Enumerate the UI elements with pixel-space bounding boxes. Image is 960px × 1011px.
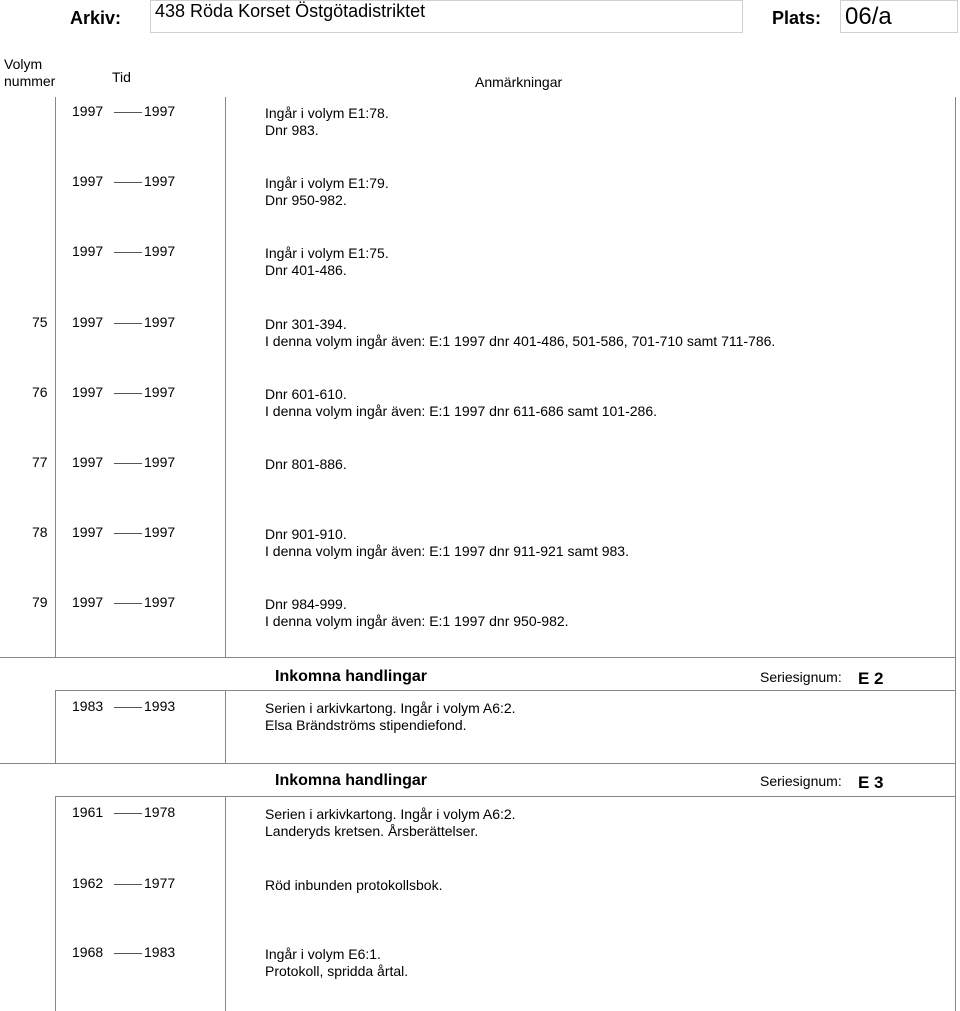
plats-field: [840, 0, 958, 33]
note-line: I denna volym ingår även: E:1 1997 dnr 611-686 samt 101-286.: [265, 403, 657, 419]
col-anmarkningar: Anmärkningar: [475, 74, 563, 90]
note-line: Serien i arkivkartong. Ingår i volym A6:2.: [265, 700, 516, 716]
date-range-dash: [114, 603, 142, 604]
note-line: Ingår i volym E1:75.: [265, 245, 389, 261]
note-line: Dnr 983.: [265, 122, 319, 138]
arkiv-label: Arkiv:: [70, 8, 122, 28]
date-range-dash: [114, 112, 142, 113]
note-line: Röd inbunden protokollsbok.: [265, 877, 443, 893]
note-line: Dnr 601-610.: [265, 386, 347, 402]
arkiv-field: [150, 0, 743, 33]
note-line: I denna volym ingår även: E:1 1997 dnr 401-486, 501-586, 701-710 samt 711-786.: [265, 333, 776, 349]
volume-number: 79: [32, 594, 48, 610]
date-range-dash: [114, 707, 142, 708]
note-line: Dnr 301-394.: [265, 316, 347, 332]
section-divider: [0, 763, 955, 764]
table-right-edge: [955, 97, 956, 657]
col-nummer-label: nummer: [4, 73, 56, 89]
date-range-dash: [114, 393, 142, 394]
date-range-dash: [114, 463, 142, 464]
year-to: 1997: [144, 243, 176, 259]
volume-number: 76: [32, 384, 48, 400]
note-line: Serien i arkivkartong. Ingår i volym A6:2.: [265, 806, 516, 822]
note-line: Protokoll, spridda årtal.: [265, 963, 409, 979]
year-from: 1997: [72, 243, 104, 259]
seriesignum-code: E 3: [858, 773, 884, 792]
section-header-divider: [55, 690, 955, 691]
date-range-dash: [114, 953, 142, 954]
column-divider: [55, 690, 56, 763]
date-range-dash: [114, 252, 142, 253]
year-from: 1961: [72, 804, 104, 820]
year-to: 1977: [144, 875, 176, 891]
year-from: 1997: [72, 384, 104, 400]
section-title: Inkomna handlingar: [275, 772, 428, 789]
note-line: Dnr 901-910.: [265, 526, 347, 542]
column-divider: [225, 690, 226, 763]
note-line: Ingår i volym E1:79.: [265, 175, 389, 191]
plats-value: 06/a: [845, 3, 892, 30]
note-line: I denna volym ingår även: E:1 1997 dnr 911-921 samt 983.: [265, 543, 629, 559]
year-to: 1983: [144, 944, 176, 960]
note-line: Elsa Brändströms stipendiefond.: [265, 717, 467, 733]
col-volym-nummer: [4, 56, 55, 90]
year-from: 1962: [72, 875, 104, 891]
note-line: Dnr 801-886.: [265, 456, 347, 472]
seriesignum-label: Seriesignum:: [760, 669, 842, 685]
year-from: 1997: [72, 314, 104, 330]
column-divider: [225, 796, 226, 1011]
seriesignum-code: E 2: [858, 669, 884, 688]
year-from: 1997: [72, 103, 104, 119]
date-range-dash: [114, 182, 142, 183]
volume-number: 77: [32, 454, 48, 470]
volume-number: 78: [32, 524, 48, 540]
note-line: I denna volym ingår även: E:1 1997 dnr 950-982.: [265, 613, 569, 629]
year-to: 1997: [144, 384, 176, 400]
volume-number: 75: [32, 314, 48, 330]
note-line: Dnr 984-999.: [265, 596, 347, 612]
col-volym-label: Volym: [4, 56, 43, 72]
year-from: 1997: [72, 454, 104, 470]
year-to: 1997: [144, 103, 176, 119]
year-from: 1997: [72, 594, 104, 610]
note-line: Landeryds kretsen. Årsberättelser.: [265, 823, 479, 839]
plats-label: Plats:: [772, 8, 822, 28]
year-to: 1997: [144, 524, 176, 540]
year-from: 1968: [72, 944, 104, 960]
note-line: Dnr 950-982.: [265, 192, 347, 208]
year-to: 1993: [144, 698, 176, 714]
section-title: Inkomna handlingar: [275, 668, 428, 685]
section-header-divider: [55, 796, 955, 797]
note-line: Ingår i volym E6:1.: [265, 946, 381, 962]
year-from: 1997: [72, 173, 104, 189]
column-divider: [55, 796, 56, 1011]
table-right-edge: [955, 657, 956, 763]
date-range-dash: [114, 323, 142, 324]
year-from: 1997: [72, 524, 104, 540]
column-divider: [225, 97, 226, 657]
year-to: 1997: [144, 594, 176, 610]
date-range-dash: [114, 884, 142, 885]
note-line: Ingår i volym E1:78.: [265, 105, 389, 121]
year-from: 1983: [72, 698, 104, 714]
date-range-dash: [114, 533, 142, 534]
date-range-dash: [114, 813, 142, 814]
note-line: Dnr 401-486.: [265, 262, 347, 278]
year-to: 1997: [144, 173, 176, 189]
col-tid: Tid: [112, 69, 131, 85]
year-to: 1997: [144, 454, 176, 470]
column-divider: [55, 97, 56, 657]
seriesignum-label: Seriesignum:: [760, 773, 842, 789]
table-right-edge: [955, 763, 956, 1011]
year-to: 1997: [144, 314, 176, 330]
arkiv-value: 438 Röda Korset Östgötadistriktet: [155, 1, 426, 21]
year-to: 1978: [144, 804, 176, 820]
section-divider: [0, 657, 955, 658]
